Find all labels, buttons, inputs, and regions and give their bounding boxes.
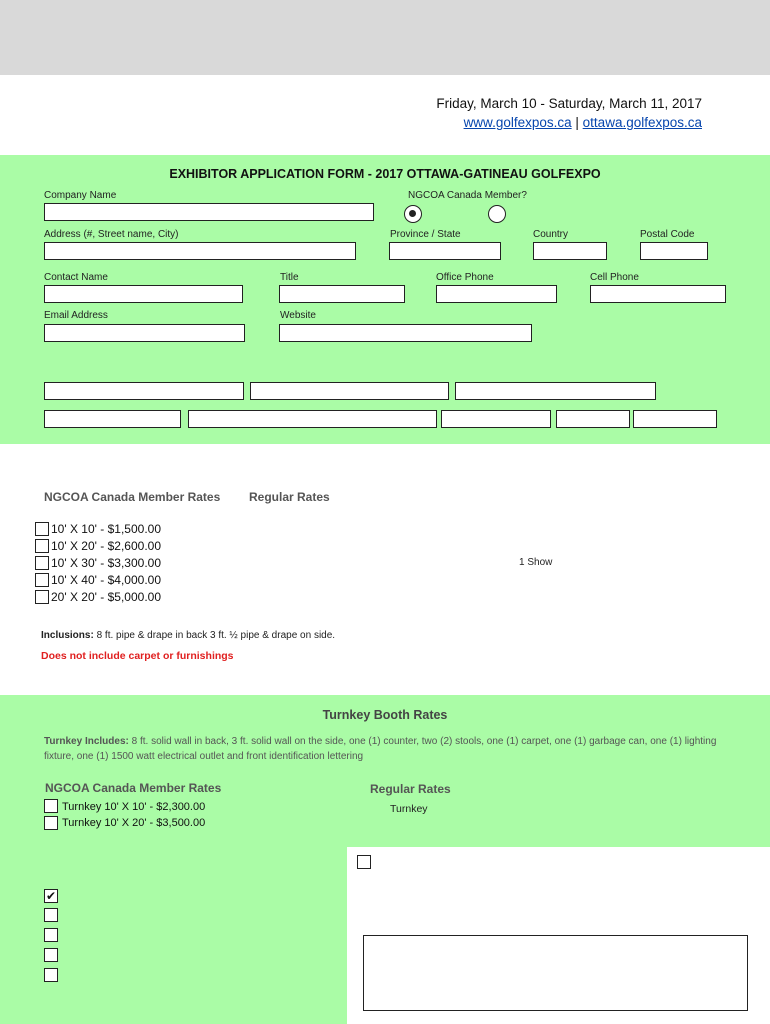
website-label: Website bbox=[280, 310, 316, 321]
booth-20x20-checkbox[interactable] bbox=[35, 590, 49, 604]
turnkey-regular-rates-header: Regular Rates bbox=[370, 782, 451, 796]
booth-10x20-checkbox[interactable] bbox=[35, 539, 49, 553]
extra-field-6[interactable] bbox=[441, 410, 551, 428]
booth-10x30-checkbox[interactable] bbox=[35, 556, 49, 570]
extra-option-1-checkbox[interactable]: ✔ bbox=[45, 889, 57, 903]
contact-name-label: Contact Name bbox=[44, 272, 108, 283]
exclusion-note: Does not include carpet or furnishings bbox=[41, 650, 234, 662]
event-info bbox=[436, 94, 702, 132]
turnkey-10x10-checkbox[interactable] bbox=[44, 799, 58, 813]
turnkey-includes-text: 8 ft. solid wall in back, 3 ft. solid wall on the side, one (1) counter, two (2) stools, one (1) carpet, one (1) garbage can, one (1) lighting fixture, one (1) 1500 watt electrical outlet and front identification lettering bbox=[44, 736, 717, 762]
turnkey-10x10-label: Turnkey 10' X 10' - $2,300.00 bbox=[62, 801, 206, 813]
extra-option-4-checkbox[interactable] bbox=[44, 948, 58, 962]
company-name-label: Company Name bbox=[44, 190, 117, 201]
province-label: Province / State bbox=[390, 229, 461, 240]
member-no-radio[interactable] bbox=[488, 205, 506, 223]
booth-10x30-label: 10' X 30' - $3,300.00 bbox=[51, 556, 161, 570]
turnkey-regular-label: Turnkey bbox=[390, 803, 428, 815]
country-label: Country bbox=[533, 229, 569, 240]
province-field[interactable] bbox=[389, 242, 501, 260]
golfexpos-link[interactable]: www.golfexpos.ca bbox=[463, 115, 572, 130]
extra-option-5-checkbox[interactable] bbox=[44, 968, 58, 982]
ottawa-golfexpos-link[interactable]: ottawa.golfexpos.ca bbox=[582, 115, 702, 130]
ngcoa-member-label: NGCOA Canada Member? bbox=[408, 190, 527, 201]
office-phone-field[interactable] bbox=[436, 285, 557, 303]
link-separator: | bbox=[575, 115, 579, 130]
extra-field-5[interactable] bbox=[188, 410, 437, 428]
cell-phone-label: Cell Phone bbox=[590, 272, 639, 283]
extra-field-8[interactable] bbox=[633, 410, 717, 428]
cell-phone-field[interactable] bbox=[590, 285, 726, 303]
country-field[interactable] bbox=[533, 242, 607, 260]
regular-rates-header: Regular Rates bbox=[249, 490, 330, 504]
extra-option-3-checkbox[interactable] bbox=[44, 928, 58, 942]
right-option-checkbox[interactable] bbox=[357, 855, 371, 869]
contact-name-field[interactable] bbox=[44, 285, 243, 303]
header-banner bbox=[0, 0, 770, 75]
website-field[interactable] bbox=[279, 324, 532, 342]
inclusions-text: 8 ft. pipe & drape in back 3 ft. ½ pipe & drape on side. bbox=[96, 630, 336, 641]
company-name-field[interactable] bbox=[44, 203, 374, 221]
office-phone-label: Office Phone bbox=[436, 272, 494, 283]
turnkey-10x20-checkbox[interactable] bbox=[44, 816, 58, 830]
member-yes-radio[interactable] bbox=[404, 205, 422, 223]
booth-10x10-label: 10' X 10' - $1,500.00 bbox=[51, 522, 161, 536]
booth-10x20-label: 10' X 20' - $2,600.00 bbox=[51, 539, 161, 553]
booth-10x40-label: 10' X 40' - $4,000.00 bbox=[51, 573, 161, 587]
postal-code-label: Postal Code bbox=[640, 229, 695, 240]
comments-textarea[interactable] bbox=[363, 935, 748, 1011]
title-field[interactable] bbox=[279, 285, 405, 303]
booth-20x20-label: 20' X 20' - $5,000.00 bbox=[51, 590, 161, 604]
show-note: 1 Show bbox=[519, 557, 553, 568]
title-label: Title bbox=[280, 272, 299, 283]
extra-field-3[interactable] bbox=[455, 382, 656, 400]
extra-field-7[interactable] bbox=[556, 410, 630, 428]
postal-code-field[interactable] bbox=[640, 242, 708, 260]
turnkey-member-rates-header: NGCOA Canada Member Rates bbox=[45, 781, 222, 795]
extra-field-4[interactable] bbox=[44, 410, 181, 428]
address-label: Address (#, Street name, City) bbox=[44, 229, 179, 240]
email-label: Email Address bbox=[44, 310, 108, 321]
inclusions bbox=[41, 630, 335, 641]
booth-10x10-checkbox[interactable] bbox=[35, 522, 49, 536]
turnkey-includes bbox=[44, 734, 744, 764]
booth-10x40-checkbox[interactable] bbox=[35, 573, 49, 587]
email-field[interactable] bbox=[44, 324, 245, 342]
extra-field-1[interactable] bbox=[44, 382, 244, 400]
inclusions-label: Inclusions: bbox=[41, 630, 94, 641]
member-rates-header: NGCOA Canada Member Rates bbox=[44, 490, 221, 504]
event-dates: Friday, March 10 - Saturday, March 11, 2017 bbox=[436, 96, 702, 111]
extra-option-2-checkbox[interactable] bbox=[44, 908, 58, 922]
address-field[interactable] bbox=[44, 242, 356, 260]
form-title: EXHIBITOR APPLICATION FORM - 2017 OTTAWA-GATINEAU GOLFEXPO bbox=[169, 167, 601, 181]
turnkey-10x20-label: Turnkey 10' X 20' - $3,500.00 bbox=[62, 817, 206, 829]
extra-field-2[interactable] bbox=[250, 382, 449, 400]
turnkey-title: Turnkey Booth Rates bbox=[322, 708, 448, 722]
turnkey-includes-label: Turnkey Includes: bbox=[44, 736, 129, 747]
